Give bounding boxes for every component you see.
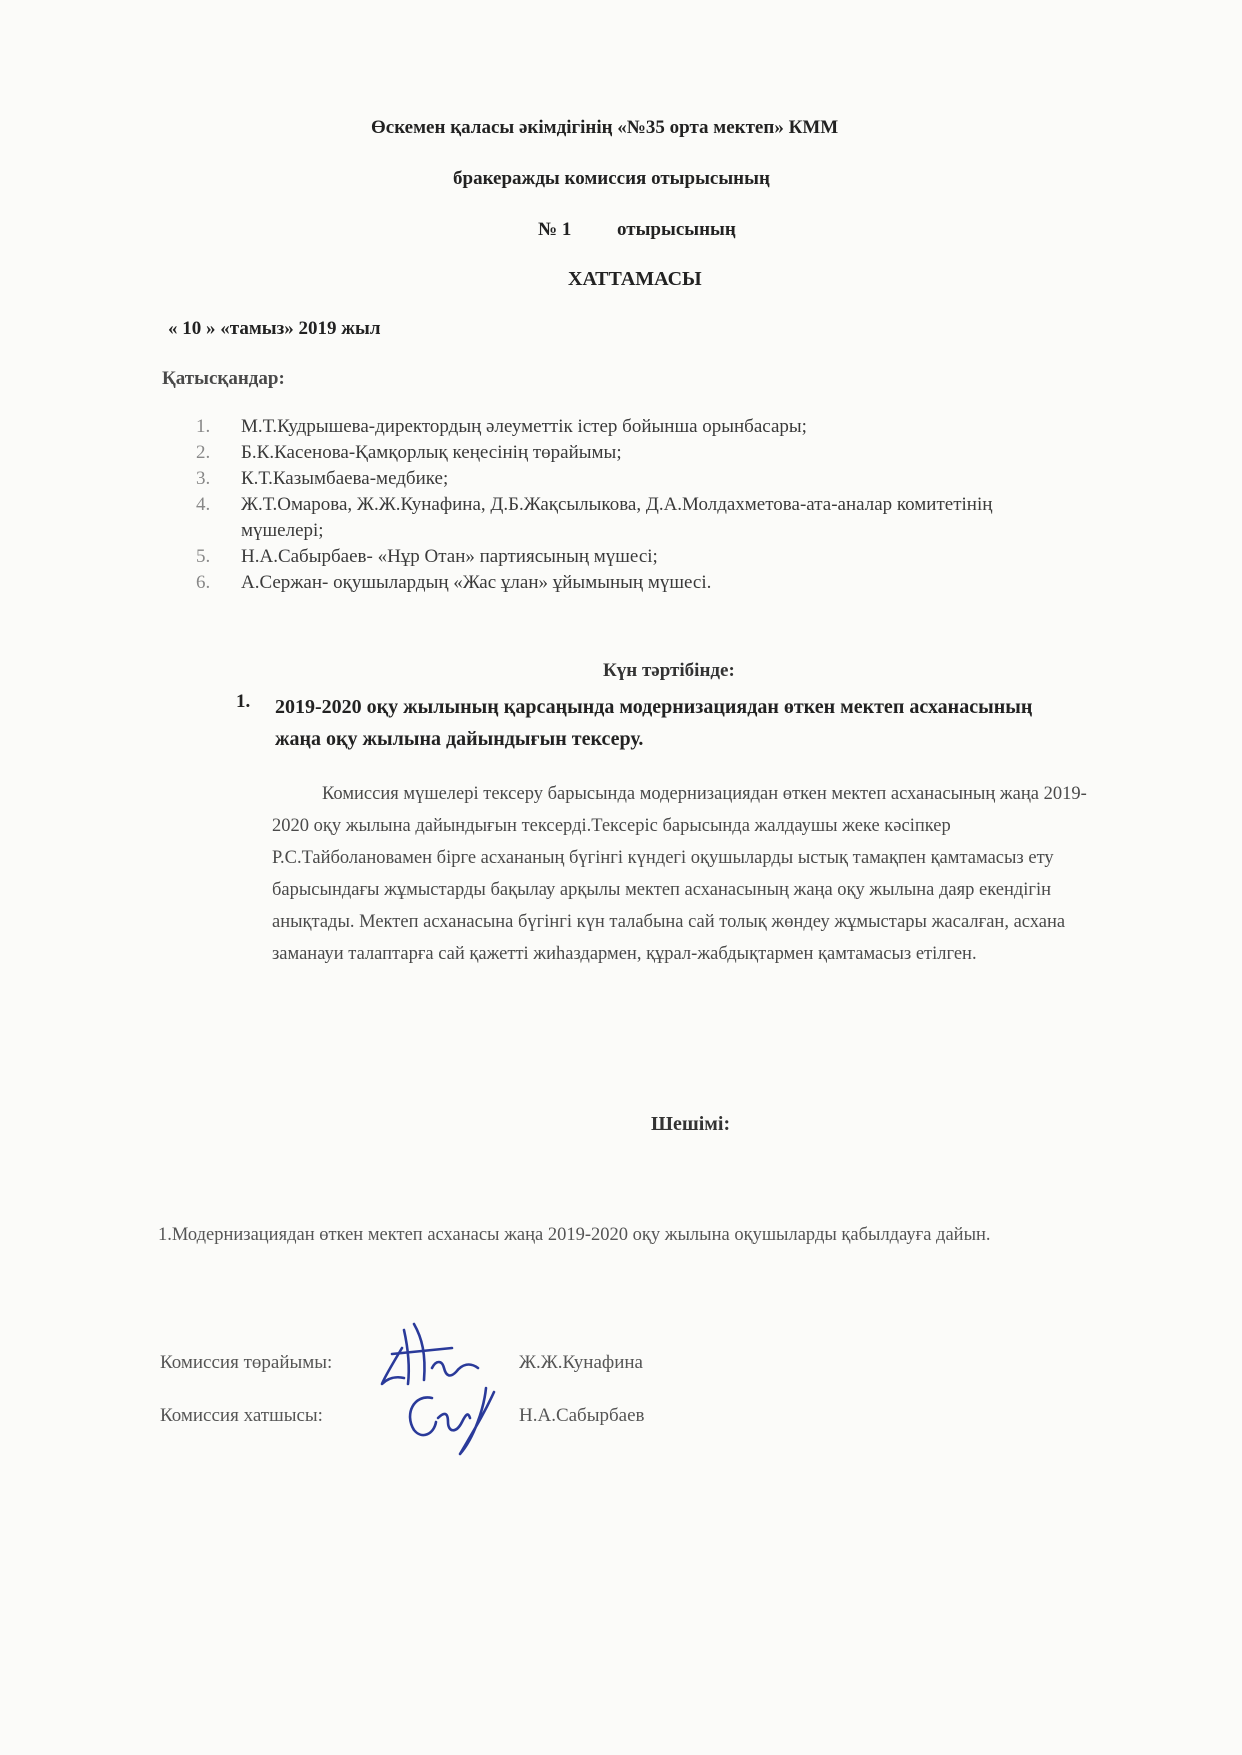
chair-label: Комиссия төрайымы: (160, 1352, 333, 1373)
protocol-number: № 1 (538, 219, 572, 240)
participants-list (196, 414, 1066, 596)
secretary-name: Н.А.Сабырбаев (519, 1405, 645, 1426)
document-title: ХАТТАМАСЫ (568, 268, 702, 290)
agenda-heading: Күн тәртібінде: (603, 660, 735, 681)
chair-name: Ж.Ж.Кунафина (519, 1352, 643, 1373)
participants-heading: Қатысқандар: (162, 368, 285, 389)
list-item-text: А.Сержан- оқушылардың «Жас ұлан» ұйымының мүшесі. (241, 572, 712, 593)
list-item (196, 466, 1066, 492)
decision-heading: Шешімі: (651, 1113, 731, 1135)
list-item (196, 440, 1066, 466)
session-label: отырысының (617, 219, 736, 240)
list-item (196, 414, 1066, 440)
list-item-text: Б.К.Касенова-Қамқорлық кеңесінің төрайымы; (241, 442, 622, 463)
list-item (196, 544, 1066, 570)
organization-title: Өскемен қаласы әкімдігінің «№35 орта мектеп» КММ (371, 117, 839, 138)
list-item-text: Н.А.Сабырбаев- «Нұр Отан» партиясының мүшесі; (241, 546, 658, 567)
list-item-text: Ж.Т.Омарова, Ж.Ж.Кунафина, Д.Б.Жақсылыкова, Д.А.Молдахметова-ата-аналар комитетінің мүшелері; (241, 494, 993, 541)
commission-subtitle: бракеражды комиссия отырысының (453, 168, 770, 189)
list-item-number: 6. (196, 572, 211, 593)
agenda-item-number: 1. (236, 691, 251, 712)
list-item-text: М.Т.Кудрышева-директордың әлеуметтік істер бойынша орынбасары; (241, 416, 807, 437)
body-paragraph: Комиссия мүшелері тексеру барысында модернизациядан өткен мектеп асханасының жаңа 2019-2020 оқу жылына дайындығын тексерді.Тексеріс барысында жалдаушы жеке кәсіпкер Р.С.Тайболановамен бірге асхананың бүгінгі күндегі оқушыларды ыстық тамақпен қамтамасыз ету барысындағы жұмыстарды бақылау арқылы мектеп асханасының жаңа оқу жылына даяр екендігін анықтады. Мектеп асханасына бүгінгі күн талабына сай толық жөндеу жұмыстары жасалған, асхана заманауи талаптарға сай қажетті жиһаздармен, құрал-жабдықтармен қамтамасыз етілген. (272, 784, 1087, 964)
list-item-number: 1. (196, 416, 211, 437)
list-item-number: 2. (196, 442, 211, 463)
list-item (196, 492, 1066, 544)
list-item-number: 3. (196, 468, 211, 489)
handwritten-signatures-icon (374, 1318, 509, 1463)
agenda-item-text: 2019-2020 оқу жылының қарсаңында модернизациядан өткен мектеп асханасының жаңа оқу жылына дайындығын тексеру. (275, 696, 1033, 750)
list-item-number: 4. (196, 494, 211, 515)
protocol-date: « 10 » «тамыз» 2019 жыл (168, 318, 381, 339)
list-item-text: К.Т.Казымбаева-медбике; (241, 468, 449, 489)
list-item (196, 570, 1066, 596)
decision-text: 1.Модернизациядан өткен мектеп асханасы жаңа 2019-2020 оқу жылына оқушыларды қабылдауға дайын. (158, 1225, 991, 1245)
list-item-number: 5. (196, 546, 211, 567)
secretary-label: Комиссия хатшысы: (160, 1405, 323, 1426)
